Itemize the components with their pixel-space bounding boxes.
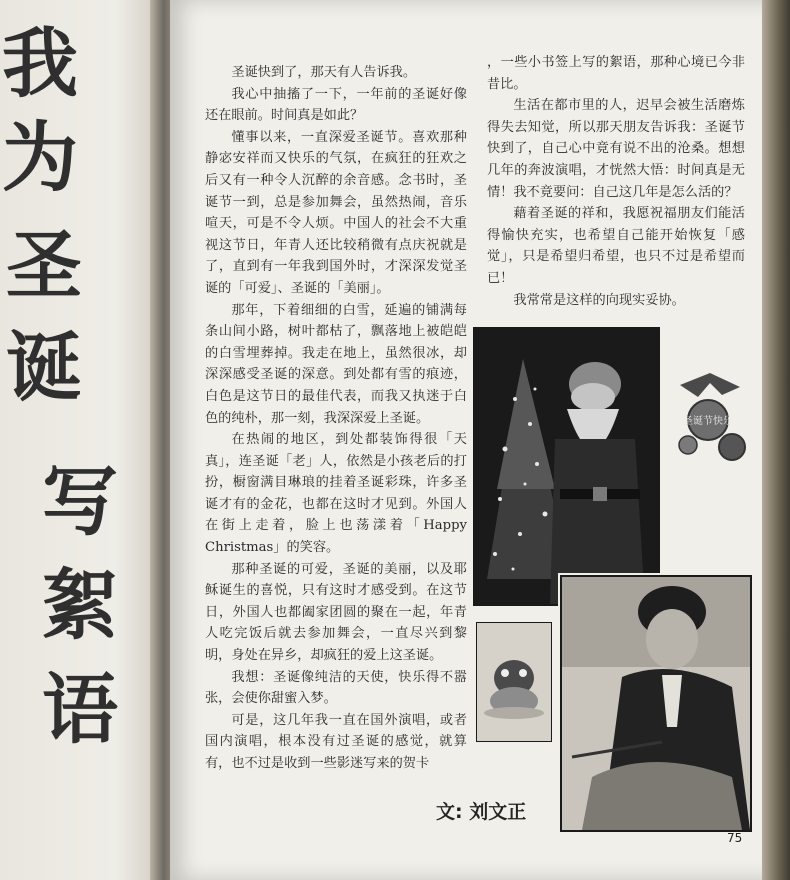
toy-photo: [476, 622, 552, 742]
text-column-right: [487, 52, 745, 311]
paragraph: 可是，这几年我一直在国外演唱，或者国内演唱，根本没有过圣诞的感觉，就算有，也不过是收到一些影迷写来的贺卡: [205, 712, 467, 771]
page-edge: [762, 0, 790, 880]
title-char: 为: [2, 113, 78, 202]
singer-illustration: [562, 577, 750, 830]
title-char: 写: [42, 457, 118, 546]
paragraph: 那年，下着细细的白雪，延遍的铺满每条山间小路，树叶都枯了，飘落地上被皑皑的白雪埋葬掉。我走在地上，虽然很冰，却深深感受圣诞的深意。到处都有雪的痕迹，白色是这节日的最佳代表，而我又执迷于白色的纯朴，那一刻，我深深爱上圣诞。: [205, 302, 467, 426]
santa-illustration: [475, 329, 658, 604]
paragraph: 藉着圣诞的祥和，我愿祝福朋友们能活得愉快充实，也希望自己能开始恢复「感觉」，只是希望归希望，也只不过是希望而已！: [487, 206, 745, 286]
christmas-ornament-icon: [670, 365, 750, 470]
ornament-graphic: [670, 365, 750, 470]
toy-illustration: [477, 623, 551, 741]
ornament-label: 圣诞节快乐: [683, 416, 733, 427]
singer-photo: [560, 575, 752, 832]
paragraph: 在热闹的地区，到处都装饰得很「天真」，连圣诞「老」人，依然是小孩老后的打扮，橱窗满目琳琅的挂着圣诞彩珠，许多圣诞才有的金花，也都在这时才见到。外国人在街上走着，脸上也荡漾着「Happy Christmas」的笑容。: [205, 432, 467, 556]
title-char: 圣: [6, 221, 82, 310]
paragraph: 我心中抽搐了一下，一年前的圣诞好像还在眼前。时间真是如此？: [205, 86, 467, 124]
paragraph: 圣诞快到了，那天有人告诉我。: [231, 65, 417, 80]
article-title: [0, 0, 165, 880]
text-column-left: [205, 62, 467, 775]
paragraph: 那种圣诞的可爱，圣诞的美丽，以及耶稣诞生的喜悦，只有这时才感受到。在这节日，外国人也都阖家团圆的聚在一起，年青人吃完饭后就去参加舞会，一直尽兴到黎明，身处在异乡，却疯狂的爱上这圣诞。: [205, 561, 467, 664]
title-char: 语: [42, 665, 118, 754]
paragraph: 懂事以来，一直深爱圣诞节。喜欢那种静宓安祥而又快乐的气氛，在疯狂的狂欢之后又有一种令人沉醉的余音感。念书时，圣诞节一到，总是参加舞会，虽然热闹，音乐喧天，可是不令人烦。中国人的社会不大重视这节日，年青人还比较稍微有点庆祝就是了，直到有一年我到国外时，才深深发觉圣诞的「可爱」、圣诞的「美丽」。: [205, 129, 467, 296]
paragraph: 我想：圣诞像纯洁的天使，快乐得不嚣张，会使你甜蜜入梦。: [205, 669, 467, 707]
paragraph: 生活在都市里的人，迟早会被生活磨炼得失去知觉，所以那天朋友告诉我：圣诞节快到了，自己心中竟有说不出的沧桑。想想几年的奔波演唱，才恍然大悟：时间真是无情！我不竟要问：自己这几年是怎么活的？: [487, 98, 745, 200]
santa-photo: [473, 327, 660, 606]
page-number: 75: [727, 831, 743, 845]
title-char: 絮: [42, 561, 118, 650]
title-char: 我: [2, 19, 78, 108]
paragraph: 我常常是这样的向现实妥协。: [513, 292, 685, 308]
author-byline: 文: 刘文正: [436, 801, 527, 823]
paragraph: ，一些小书签上写的絮语，那种心境已今非昔比。: [487, 55, 745, 92]
title-char: 诞: [6, 323, 82, 412]
